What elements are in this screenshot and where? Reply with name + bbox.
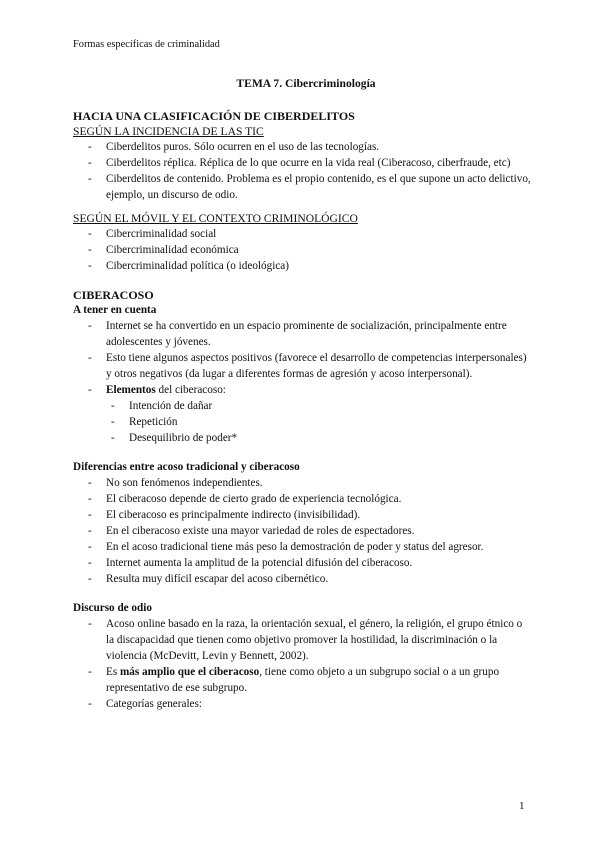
list-item: - Resulta muy difícil escapar del acoso cibernético.: [73, 571, 533, 587]
amplio-pre: Es: [106, 666, 120, 678]
list-item: - Esto tiene algunos aspectos positivos (favorece el desarrollo de competencias interpersonales) y otros negativos (da lugar a diferentes formas de agresión y acoso interpersonal).: [73, 350, 533, 382]
amplio-rest: , tiene como objeto a un subgrupo social o a un grupo representativo de ese subgrupo.: [106, 666, 500, 694]
list-item: - En el acoso tradicional tiene más peso la demostración de poder y status del agresor.: [73, 539, 533, 555]
list-item: - Intención de dañar: [73, 398, 533, 414]
list-item: - Cibercriminalidad social: [73, 226, 533, 242]
list-item: - Categorías generales:: [73, 696, 533, 712]
list-diferencias: [73, 475, 533, 587]
subheading-tener-en-cuenta: A tener en cuenta: [73, 304, 157, 316]
subheading-movil: SEGÚN EL MÓVIL Y EL CONTEXTO CRIMINOLÓGICO: [73, 212, 358, 225]
subheading-tic: SEGÚN LA INCIDENCIA DE LAS TIC: [73, 125, 264, 138]
section-heading-discurso-odio: Discurso de odio: [73, 602, 152, 614]
elementos-rest: del ciberacoso:: [155, 384, 226, 396]
list-movil: [73, 226, 533, 274]
list-item: - Ciberdelitos puros. Sólo ocurren en el uso de las tecnologías.: [73, 139, 533, 155]
list-tic: [73, 139, 533, 203]
list-item: - El ciberacoso es principalmente indirecto (invisibilidad).: [73, 507, 533, 523]
list-item: - El ciberacoso depende de cierto grado de experiencia tecnológica.: [73, 491, 533, 507]
list-item: - Ciberdelitos de contenido. Problema es el propio contenido, es el que supone un acto delictivo, ejemplo, un discurso de odio.: [73, 171, 533, 203]
list-discurso-odio: [73, 616, 533, 712]
list-item: [73, 382, 533, 446]
section-heading-ciberacoso: CIBERACOSO: [73, 288, 154, 302]
running-header: Formas específicas de criminalidad: [73, 39, 220, 50]
list-ciberacoso: [73, 318, 533, 446]
section-heading-classification: HACIA UNA CLASIFICACIÓN DE CIBERDELITOS: [73, 109, 355, 123]
list-item: - Cibercriminalidad económica: [73, 242, 533, 258]
list-item: - Desequilibrio de poder*: [73, 430, 533, 446]
document-body: [73, 76, 533, 712]
list-item: [73, 664, 533, 696]
list-item: - En el ciberacoso existe una mayor variedad de roles de espectadores.: [73, 523, 533, 539]
list-item: - No son fenómenos independientes.: [73, 475, 533, 491]
amplio-bold: más amplio que el ciberacoso: [119, 666, 260, 678]
list-item: - Internet se ha convertido en un espacio prominente de socialización, principalmente entre adolescentes y jóvenes.: [73, 318, 533, 350]
list-item: - Cibercriminalidad política (o ideológica): [73, 258, 533, 274]
list-elementos: [73, 398, 533, 446]
elementos-bold: Elementos: [106, 384, 156, 396]
section-heading-diferencias: Diferencias entre acoso tradicional y ciberacoso: [73, 461, 300, 473]
list-item: - Internet aumenta la amplitud de la potencial difusión del ciberacoso.: [73, 555, 533, 571]
list-item: - Acoso online basado en la raza, la orientación sexual, el género, la religión, el grupo étnico o la discapacidad que tienen como objetivo promover la hostilidad, la discriminación o la violencia (McDevitt, Levin y Bennett, 2002).: [73, 616, 533, 664]
page-number: 1: [519, 800, 525, 812]
list-item: - Ciberdelitos réplica. Réplica de lo que ocurre en la vida real (Ciberacoso, ciberfraude, etc): [73, 155, 533, 171]
list-item: - Repetición: [73, 414, 533, 430]
document-title: TEMA 7. Cibercriminología: [236, 77, 376, 90]
